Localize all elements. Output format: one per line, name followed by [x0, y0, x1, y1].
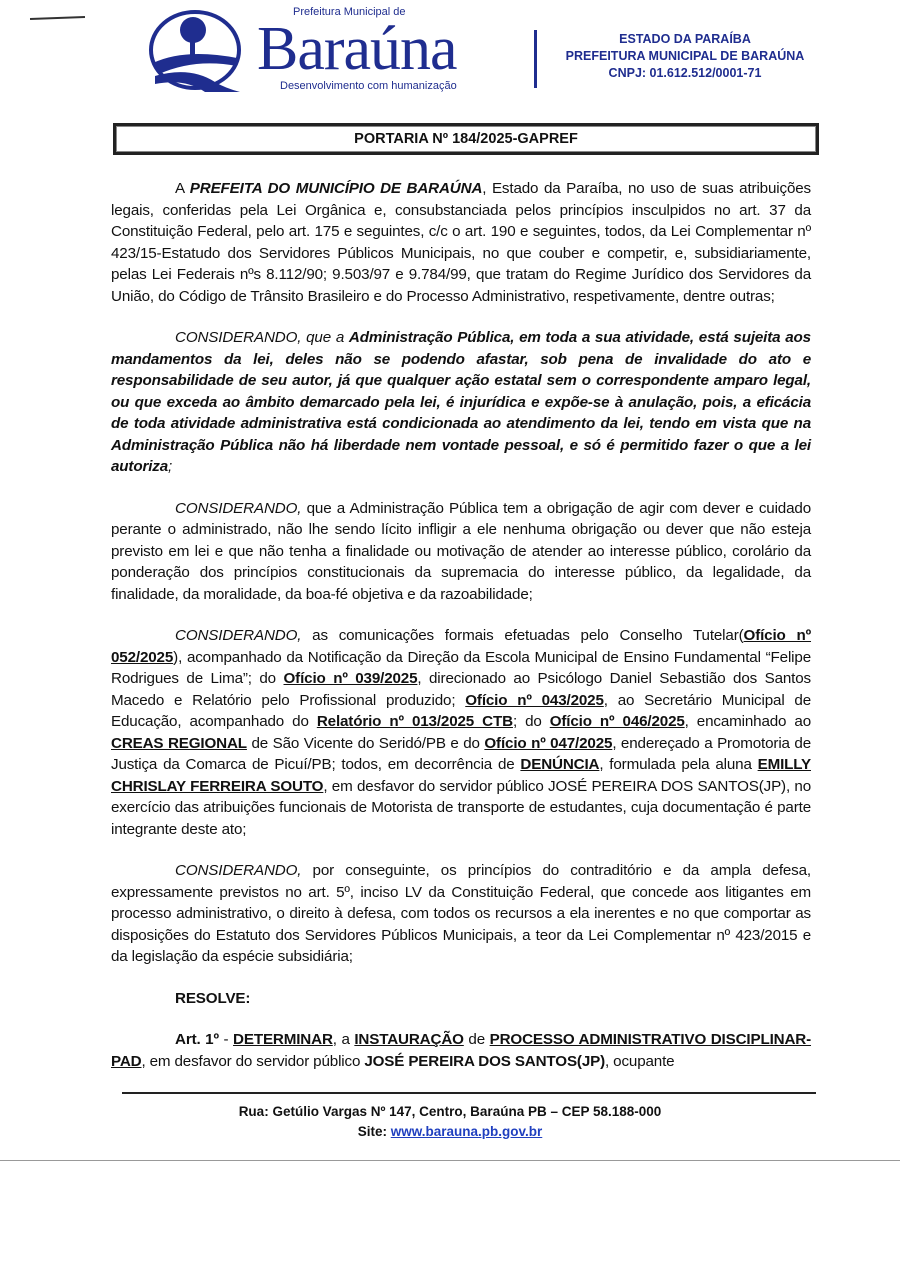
- text-segment: Ofício nº 046/2025: [549, 713, 685, 730]
- text-segment: Art. 1º: [175, 1031, 219, 1048]
- title-text: PORTARIA Nº 184/2025-GAPREF: [354, 131, 578, 147]
- resolve-heading: [111, 988, 811, 1010]
- text-segment: que a: [301, 329, 349, 346]
- text-segment: DETERMINAR: [233, 1031, 333, 1048]
- state-name: ESTADO DA PARAÍBA: [619, 32, 751, 46]
- text-segment: A: [175, 180, 190, 197]
- text-segment: , formulada pela aluna: [599, 756, 758, 773]
- text-segment: , endereçado a Promotoria de Justiça da Comarca de Picuí/PB; todos, em decorrência de: [111, 734, 811, 773]
- text-segment: Ofício nº 039/2025: [283, 670, 418, 687]
- text-segment: CONSIDERANDO,: [175, 862, 302, 879]
- text-segment: por conseguinte, os princípios do contraditório e da ampla defesa, expressamente previstos no art. 5º, inciso LV da Constituição Federal, que concede aos litigantes em processo administrativo, o direito à defesa, com todos os recursos a ela inerentes e no que comportar as disposições do Estatuto dos Servidores Públicos Municipais, a teor da Lei Complementar nº 423/2015 e da legislação da espécie subsidiária;: [111, 862, 811, 965]
- text-segment: DENÚNCIA: [520, 756, 600, 773]
- text-segment: , em desfavor do servidor público: [141, 1052, 365, 1070]
- footer-address: Rua: Getúlio Vargas Nº 147, Centro, Baraúna PB – CEP 58.188-000: [238, 1104, 662, 1119]
- text-segment: , encaminhado ao: [684, 713, 812, 730]
- text-segment: EMILLY CHRISLAY FERREIRA SOUTO: [111, 756, 811, 795]
- document-title: [113, 123, 819, 155]
- text-segment: PROCESSO ADMINISTRATIVO DISCIPLINAR-PAD: [111, 1031, 812, 1070]
- text-segment: -: [218, 1031, 234, 1048]
- text-segment: ;: [168, 458, 173, 475]
- text-segment: , Estado da Paraíba, no uso de suas atribuições legais, conferidas pela Lei Orgânica e, consubstanciada pelos princípios insculpidos no art. 37 da Constituição Federal, pelo art. 175 e seguintes, c/c o art. 190 e seguintes, todos, da Lei Complementar nº 423/15-Estatudo dos Servidores Públicos Municipais, no que couber e competir, e, subsidiariamente, pelas Lei Federais nºs 8.112/90; 9.503/97 e 9.784/99, que tratam do Regime Jurídico dos Servidores da União, do Código de Trânsito Brasileiro e do Processo Administrativo, respetivamente, dentre outras;: [111, 180, 811, 305]
- text-segment: ; do: [512, 713, 550, 730]
- municipality-logo: [145, 4, 535, 96]
- footer-site: [0, 1122, 900, 1142]
- header-info: [540, 31, 830, 82]
- text-segment: PREFEITA DO MUNICÍPIO DE BARAÚNA: [189, 180, 483, 197]
- site-link[interactable]: www.barauna.pb.gov.br: [390, 1124, 543, 1139]
- text-segment: de: [463, 1031, 490, 1048]
- logo-small-text: Prefeitura Municipal de: [293, 6, 406, 18]
- text-segment: CONSIDERANDO,: [175, 329, 302, 346]
- text-segment: CONSIDERANDO,: [175, 627, 302, 644]
- text-segment: as comunicações formais efetuadas pelo Conselho Tutelar(: [301, 627, 744, 644]
- logo-name: Baraúna: [257, 15, 457, 83]
- text-segment: Relatório nº 013/2025 CTB: [316, 713, 513, 730]
- paragraph-considerando-2: [111, 498, 811, 606]
- text-segment: , direcionado ao Psicólogo Daniel Sebastião dos Santos Macedo e Relatório pelo Profissional produzido;: [111, 670, 811, 709]
- text-segment: , ocupante: [605, 1052, 675, 1070]
- paragraph-considerando-3: [111, 625, 811, 840]
- text-segment: ), acompanhado da Notificação da Direção da Escola Municipal de Ensino Fundamental “Felipe Rodrigues de Lima”; do: [111, 648, 811, 687]
- site-label: Site:: [357, 1124, 391, 1139]
- text-segment: JOSÉ PEREIRA DOS SANTOS(JP): [364, 1052, 606, 1070]
- footer-divider: [122, 1092, 816, 1094]
- paragraph-preamble: [111, 178, 811, 307]
- text-segment: , em desfavor do servidor público JOSÉ PEREIRA DOS SANTOS(JP), no exercício das atribuições funcionais de Motorista de transporte de estudantes, cuja documentação é parte integrante deste ato;: [111, 777, 811, 838]
- header-divider: [534, 30, 537, 88]
- paragraph-text: [111, 988, 811, 1010]
- logo-tagline: Desenvolvimento com humanização: [280, 80, 457, 92]
- paragraph-text: [111, 625, 811, 840]
- text-segment: RESOLVE:: [175, 989, 251, 1007]
- paragraph-considerando-4: [111, 860, 811, 968]
- page-edge: [0, 1160, 900, 1161]
- text-segment: Ofício nº 052/2025: [111, 627, 812, 666]
- text-segment: INSTAURAÇÃO: [354, 1031, 464, 1048]
- seal-icon: [145, 8, 245, 92]
- text-segment: CONSIDERANDO,: [175, 499, 302, 517]
- paragraph-text: [111, 498, 811, 606]
- text-segment: , ao Secretário Municipal de Educação, acompanhado do: [111, 691, 811, 730]
- paragraph-text: [111, 1029, 811, 1072]
- article-1: [111, 1029, 811, 1072]
- text-segment: que a Administração Pública tem a obrigação de agir com dever e cuidado perante o administrado, não lhe sendo lícito infligir a ele nenhuma obrigação ou dever que não esteja previsto em lei e que não tenha a finalidade ou motivação de atender ao interesse público, corolário da ponderação dos princípios constitucionais da supremacia do interesse público, da legalidade, da finalidade, da moralidade, da boa-fé objetiva e da razoabilidade;: [111, 499, 811, 603]
- text-segment: , a: [332, 1031, 355, 1048]
- cnpj: CNPJ: 01.612.512/0001-71: [608, 66, 762, 80]
- paragraph-text: [111, 178, 811, 307]
- text-segment: CREAS REGIONAL: [111, 734, 247, 752]
- prefeitura-name: PREFEITURA MUNICIPAL DE BARAÚNA: [565, 49, 805, 63]
- text-segment: Ofício nº 047/2025: [484, 734, 613, 752]
- paragraph-considerando-1: [111, 327, 811, 478]
- text-segment: Administração Pública, em toda a sua atividade, está sujeita aos mandamentos da lei, deles não se podendo afastar, sob pena de invalidade do ato e responsabilidade de seu autor, já que qualquer ação estatal sem o correspondente amparo legal, ou que exceda ao âmbito demarcado pela lei, é injurídica e expõe-se à anulação, pois, a eficácia de toda atividade administrativa está condicionada ao atendimento da lei, tendo em vista que na Administração Pública não há liberdade nem vontade pessoal, e só é permitido fazer o que a lei autoriza: [111, 329, 811, 475]
- text-segment: de São Vicente do Seridó/PB e do: [246, 734, 485, 752]
- text-segment: Ofício nº 043/2025: [465, 691, 604, 709]
- paragraph-text: [111, 327, 811, 478]
- paragraph-text: [111, 860, 811, 968]
